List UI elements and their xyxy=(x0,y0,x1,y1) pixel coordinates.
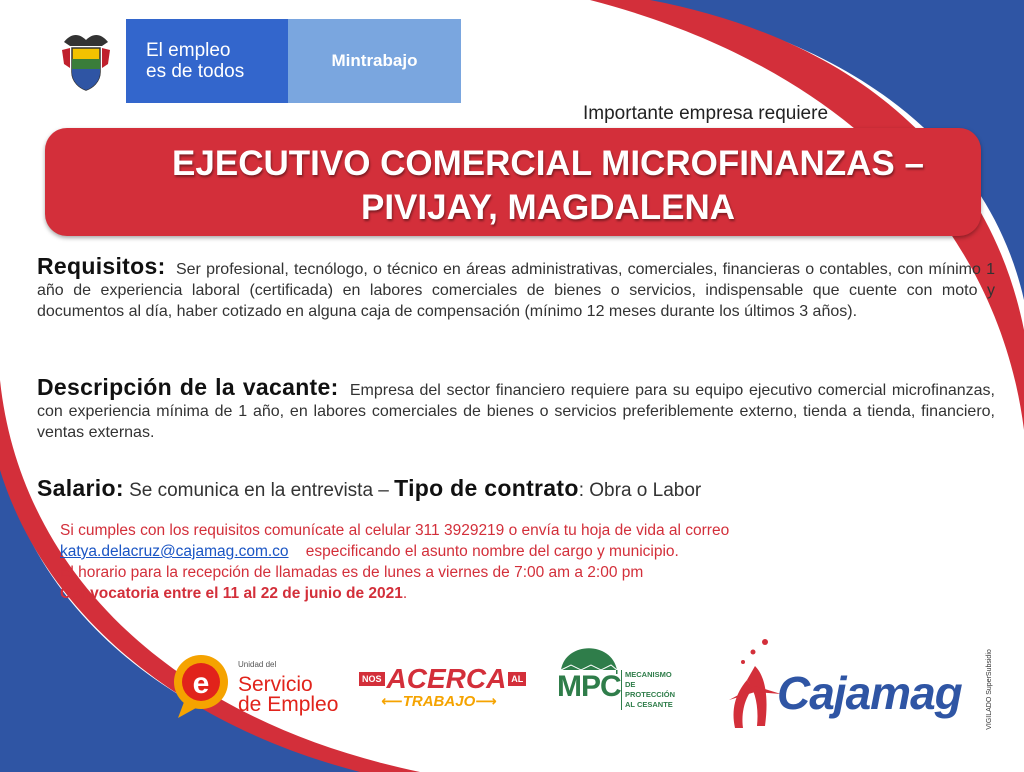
mpc-line-1: MECANISMO DE xyxy=(625,670,672,689)
title-line-2: PIVIJAY, MAGDALENA xyxy=(360,188,736,227)
acerca-trabajo-logo: NOS ACERCA AL ⟵TRABAJO⟶ xyxy=(359,664,519,714)
servicio-line-2: de Empleo xyxy=(238,693,339,716)
contract-text: Obra o Labor xyxy=(589,480,702,501)
ministry-label: Mintrabajo xyxy=(288,19,461,103)
salario-section: Salario: Se comunica en la entrevista – Tipo de contrato: Obra o Labor xyxy=(37,475,702,501)
acerca-al-label: AL xyxy=(508,672,526,686)
svg-text:e: e xyxy=(192,667,210,700)
servicio-empleo-icon xyxy=(170,650,232,720)
slogan-line-2: es de todos xyxy=(146,61,245,82)
cajamag-wordmark: Cajamag xyxy=(777,667,962,719)
cajamag-figure-icon xyxy=(725,636,785,734)
vigilado-label: VIGILADO SuperSubsidio xyxy=(985,648,993,730)
cajamag-logo xyxy=(725,636,1000,734)
intro-text: Importante empresa requiere xyxy=(583,103,829,124)
servicio-line-1: Servicio xyxy=(238,673,313,696)
requisitos-section: Requisitos: Ser profesional, tecnólogo, o técnico en áreas administrativas, comerciales, financieras o contables, con mínimo 1 año de experiencia laboral (certificada) en labores comerciales de bienes o servicios, indispensable que cuente con moto y documentos al día, haber cotizado en alguna caja de compensación (mínimo 12 meses durante los últimos 3 años). xyxy=(37,253,996,320)
contact-line-1: Si cumples con los requisitos comunícate al celular 311 3929219 o envía tu hoja de vida al correo xyxy=(60,522,730,539)
acerca-trabajo-label: TRABAJO xyxy=(402,693,476,710)
mpc-line-3: AL CESANTE xyxy=(625,700,673,709)
slogan-line-1: El empleo xyxy=(146,40,231,61)
contact-line-2: especificando el asunto nombre del cargo y municipio. xyxy=(305,543,679,560)
descripcion-heading: Descripción de la vacante: xyxy=(37,374,339,400)
email-link[interactable]: katya.delacruz@cajamag.com.co xyxy=(60,543,289,560)
acerca-nos-label: NOS xyxy=(359,672,385,686)
title-banner xyxy=(45,128,981,236)
descripcion-section xyxy=(37,374,995,443)
salario-text: Se comunica en la entrevista – xyxy=(129,480,389,501)
title-line-1: EJECUTIVO COMERCIAL MICROFINANZAS – xyxy=(172,144,924,183)
gov-slogan xyxy=(126,19,288,103)
servicio-empleo-logo xyxy=(170,650,350,720)
contact-line-3: El horario para la recepción de llamadas es de lunes a viernes de 7:00 am a 2:00 pm xyxy=(60,564,644,581)
servicio-small-label: Unidad del xyxy=(238,660,277,669)
salario-heading: Salario xyxy=(37,475,116,501)
descripcion-text: Empresa del sector financiero requiere para su equipo ejecutivo comercial microfinanzas, con experiencia mínima de 1 año, en labores comerciales de bienes o servicios preferiblemente externo, tienda a tienda, financiero, ventas externas. xyxy=(37,382,995,441)
gov-header xyxy=(45,19,461,103)
bottom-left-blue-swoosh xyxy=(0,460,380,772)
contact-info: Si cumples con los requisitos comunícate al celular 311 3929219 o envía tu hoja de vida al correo katya.delacruz@cajamag.com.co especificando el asunto nombre del cargo y municipio. El horario para la recepción de llamadas es de lunes a viernes de 7:00 am a 2:00 pm Convocatoria entre el 11 al 22 de junio de 2021. xyxy=(60,520,960,604)
mpc-logo xyxy=(553,632,683,727)
colombia-crest-icon xyxy=(45,19,126,103)
requisitos-heading: Requisitos xyxy=(37,253,158,279)
mpc-letters: MPC xyxy=(557,670,621,703)
contract-heading: Tipo de contrato xyxy=(394,475,579,501)
convocatoria-dates: Convocatoria entre el 11 al 22 de junio de 2021 xyxy=(60,585,403,602)
acerca-main-label: ACERCA xyxy=(386,663,507,694)
requisitos-text: Ser profesional, tecnólogo, o técnico en áreas administrativas, comerciales, financieras o contables, con mínimo 1 año de experiencia laboral (certificada) en labores comerciales de bienes o servicios, indispensable que cuente con moto y documentos al día, haber cotizado en alguna caja de compensación (mínimo 12 meses durante los últimos 3 años). xyxy=(37,261,996,320)
mpc-line-2: PROTECCIÓN xyxy=(625,690,676,699)
